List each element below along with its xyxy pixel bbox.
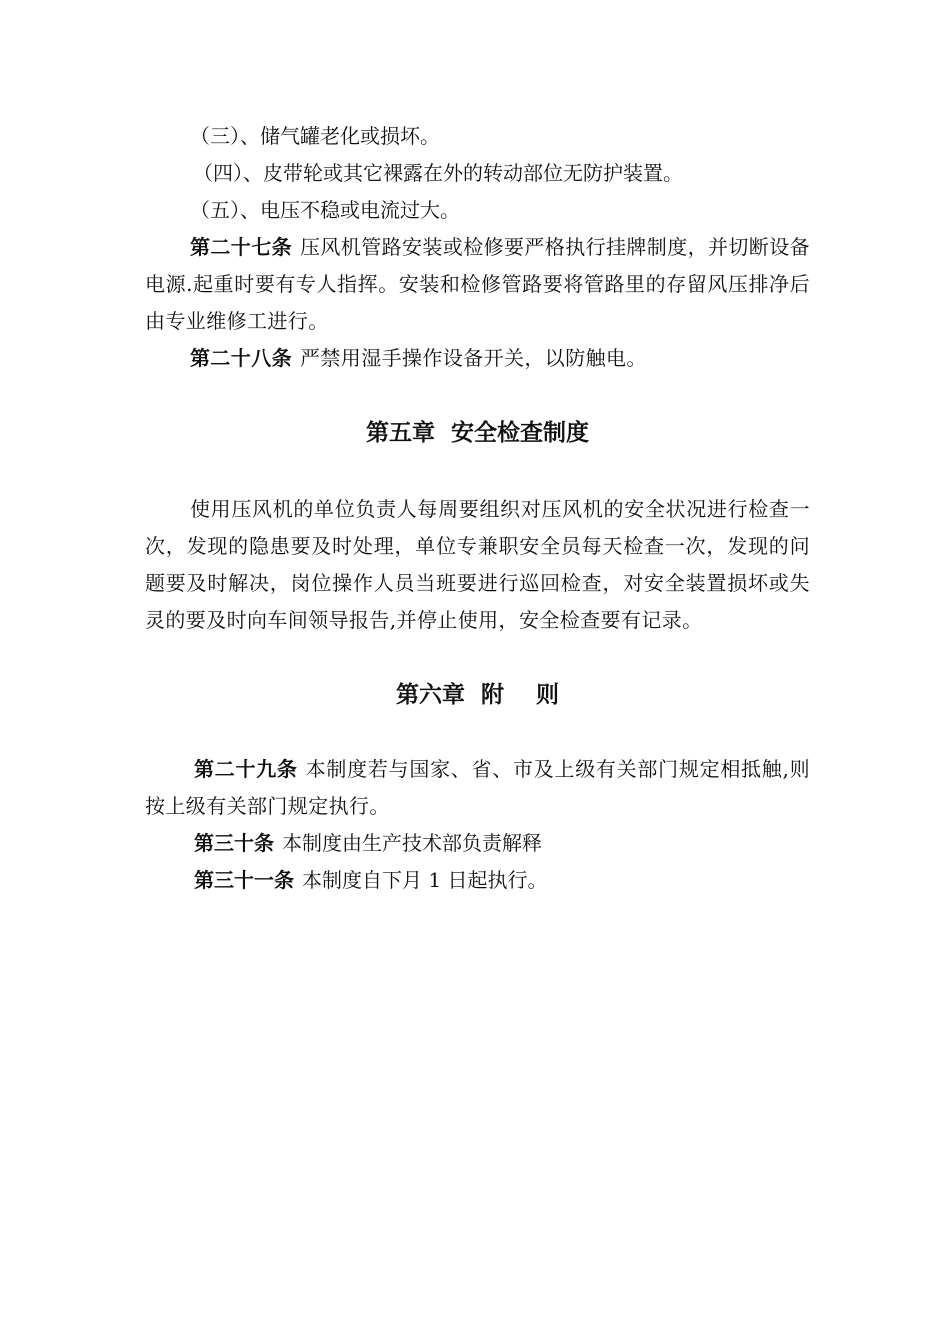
chapter-6-title: 第六章 附 则 xyxy=(395,681,560,708)
article-30-text: 本制度由生产技术部负责解释 xyxy=(282,831,542,855)
article-31-label: 第三十一条 xyxy=(194,868,294,892)
list-item-5: （五）、电压不稳或电流过大。 xyxy=(190,198,460,222)
article-28-text: 严禁用湿手操作设备开关，以防触电。 xyxy=(300,346,647,370)
document-body xyxy=(145,118,810,899)
article-30-label: 第三十条 xyxy=(194,831,274,855)
article-28-label: 第二十八条 xyxy=(190,346,292,370)
article-31-text: 本制度自下月 1 日起执行。 xyxy=(302,868,548,892)
article-31 xyxy=(145,862,810,899)
article-29 xyxy=(145,751,810,825)
article-27-text: 压风机管路安装或检修要严格执行挂牌制度，并切断设备电源.起重时要有专人指挥。安装和检修管路要将管路里的存留风压排净后由专业维修工进行。 xyxy=(145,235,810,333)
article-27-label: 第二十七条 xyxy=(190,235,292,259)
article-29-text: 本制度若与国家、省、市及上级有关部门规定相抵触,则按上级有关部门规定执行。 xyxy=(145,757,811,818)
article-27 xyxy=(145,229,810,340)
list-item-3: （三）、储气罐老化或损坏。 xyxy=(190,124,440,148)
article-29-label: 第二十九条 xyxy=(194,757,298,781)
article-28 xyxy=(145,340,810,377)
list-item-4: （四）、皮带轮或其它裸露在外的转动部位无防护装置。 xyxy=(193,161,683,185)
chapter-5-title: 第五章 安全检查制度 xyxy=(365,419,589,446)
chapter-5-body: 使用压风机的单位负责人每周要组织对压风机的安全状况进行检查一次，发现的隐患要及时处理，单位专兼职安全员每天检查一次，发现的问题要及时解决，岗位操作人员当班要进行巡回检查，对安全装置损坏或失灵的要及时向车间领导报告,并停止使用，安全检查要有记录。 xyxy=(145,497,810,632)
article-30 xyxy=(145,825,810,862)
